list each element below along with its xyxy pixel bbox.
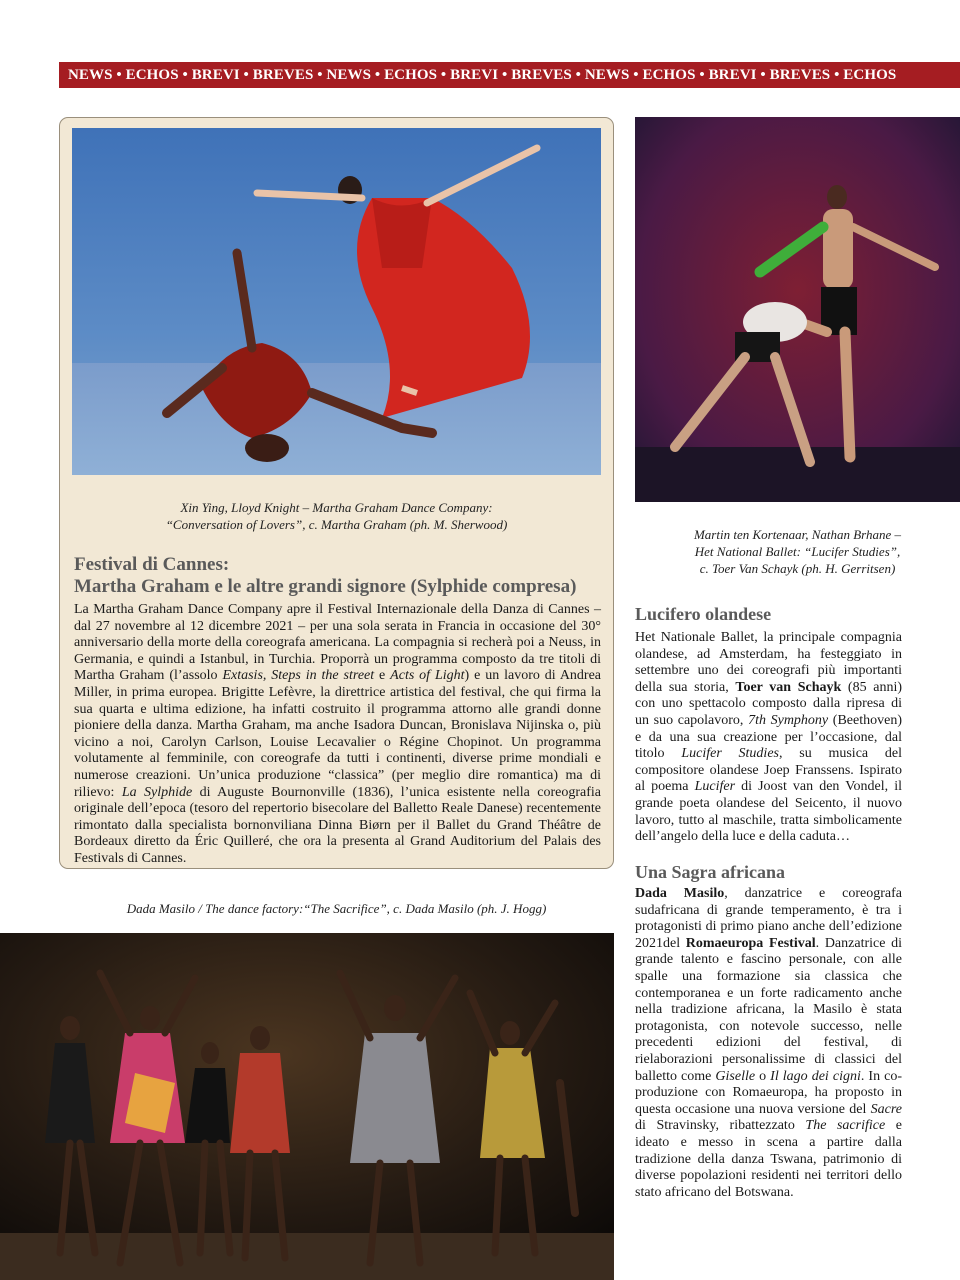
photo-caption-sacrifice: Dada Masilo / The dance factory:“The Sacrifice”, c. Dada Masilo (ph. J. Hogg)	[126, 901, 547, 916]
article-title-sagra: Una Sagra africana	[635, 862, 785, 882]
photo-martha-graham	[72, 128, 601, 475]
article-body-sagra: Dada Masilo, danzatrice e coreografa sudafricana di grande temperamento, è tra i protagonisti di primo piano anche dell’edizione 2021del Romaeuropa Festival. Danzatrice di grande talento e fascino personale, con alle spalle una formazione sia classica che contemporanea e un forte radicamento anche nella tradizione africana, la Masilo è stata protagonista, con notevole successo, nelle precedenti edizioni del festival, di rielaborazioni personalissime di classici del balletto come Giselle o Il lago dei cigni. In co-produzione con Romaeuropa, ha proposto in questa occasione una nuova versione del Sacre di Stravinsky, ribattezzato The sacrifice e ideato e messo in scena a partire dalla tradizione della danza Tswana, patrimonio di diverse popolazioni residenti nei territori dello stato africano del Botswana.	[635, 886, 902, 1200]
article-title-cannes: Festival di Cannes: Martha Graham e le altre grandi signore (Sylphide compresa)	[74, 554, 577, 597]
photo-caption-lucifer: Martin ten Kortenaar, Nathan Brhane – Het National Ballet: “Lucifer Studies”, c. Toer Van Schayk (ph. H. Gerritsen)	[693, 527, 902, 576]
photo-caption-martha: Xin Ying, Lloyd Knight – Martha Graham Dance Company: “Conversation of Lovers”, c. Martha Graham (ph. M. Sherwood)	[165, 500, 508, 532]
article-body-lucifero: Het Nationale Ballet, la principale compagnia olandese, ad Amsterdam, ha festeggiato in settembre uno dei coreografi più importanti della sua storia, Toer van Schayk (85 anni) con uno spettacolo composto dalla ripresa di un suo capolavoro, 7th Symphony (Beethoven) e da una sua creazione per l’occasione, dal titolo Lucifer Studies, su musica del compositore olandese Joep Franssens. Ispirato al poema Lucifer di Joost van den Vondel, il grande poeta olandese del Seicento, il nuovo lavoro, tutto al maschile, tratta simbolicamente dell’angelo della luce e della caduta…	[635, 630, 903, 845]
article-body-cannes: La Martha Graham Dance Company apre il Festival Internazionale della Danza di Cannes – dal 27 novembre al 12 dicembre 2021 – per una sola serata in Francia in occasione del 30° anniversario della morte della coreografa americana. La compagnia si recherà poi a Neuss, in Germania, e quindi a Istanbul, in Turchia. Proporrà un programma composto da tre titoli di Martha Graham (l’assolo Extasis, Steps in the street e Acts of Light) e un lavoro di Andrea Miller, in prima europea. Brigitte Lefèvre, la direttrice artistica del festival, che qui firma la sua quarta e ultima edizione, ha infatti costruito il programma attorno alle grandi donne pioniere della danza. Martha Graham, ma anche Isadora Duncan, Bronislava Nijinska o, più vicino a noi, Carolyn Carlson, Louise Lecavalier o Régine Chopinot. Un programma volutamente al femminile, con coreografe da tutti i continenti, diverse prime mondiali e numerose creazioni. Un’unica produzione “classica” (per meglio dire romantica) ma di rilievo: La Sylphide di Auguste Bournonville (1836), l’unica esistente nella coreografia originale dell’epoca (tesoro del repertorio bisecolare del Balletto Reale Danese) recentemente rimontato dalla specialista bornonviliana Dinna Biørn per il Ballet du Grand Théâtre de Bordeaux diretto da Éric Quilleré, che ora la presenta al Grand Auditorium del Palais des Festivals di Cannes.	[74, 602, 602, 866]
article-title-lucifero: Lucifero olandese	[635, 604, 772, 624]
section-banner: NEWS • ECHOS • BREVI • BREVES • NEWS • ECHOS • BREVI • BREVES • NEWS • ECHOS • BREVI • BREVES • ECHOS	[59, 62, 960, 88]
photo-the-sacrifice	[0, 933, 614, 1280]
photo-lucifer-studies	[635, 117, 960, 502]
